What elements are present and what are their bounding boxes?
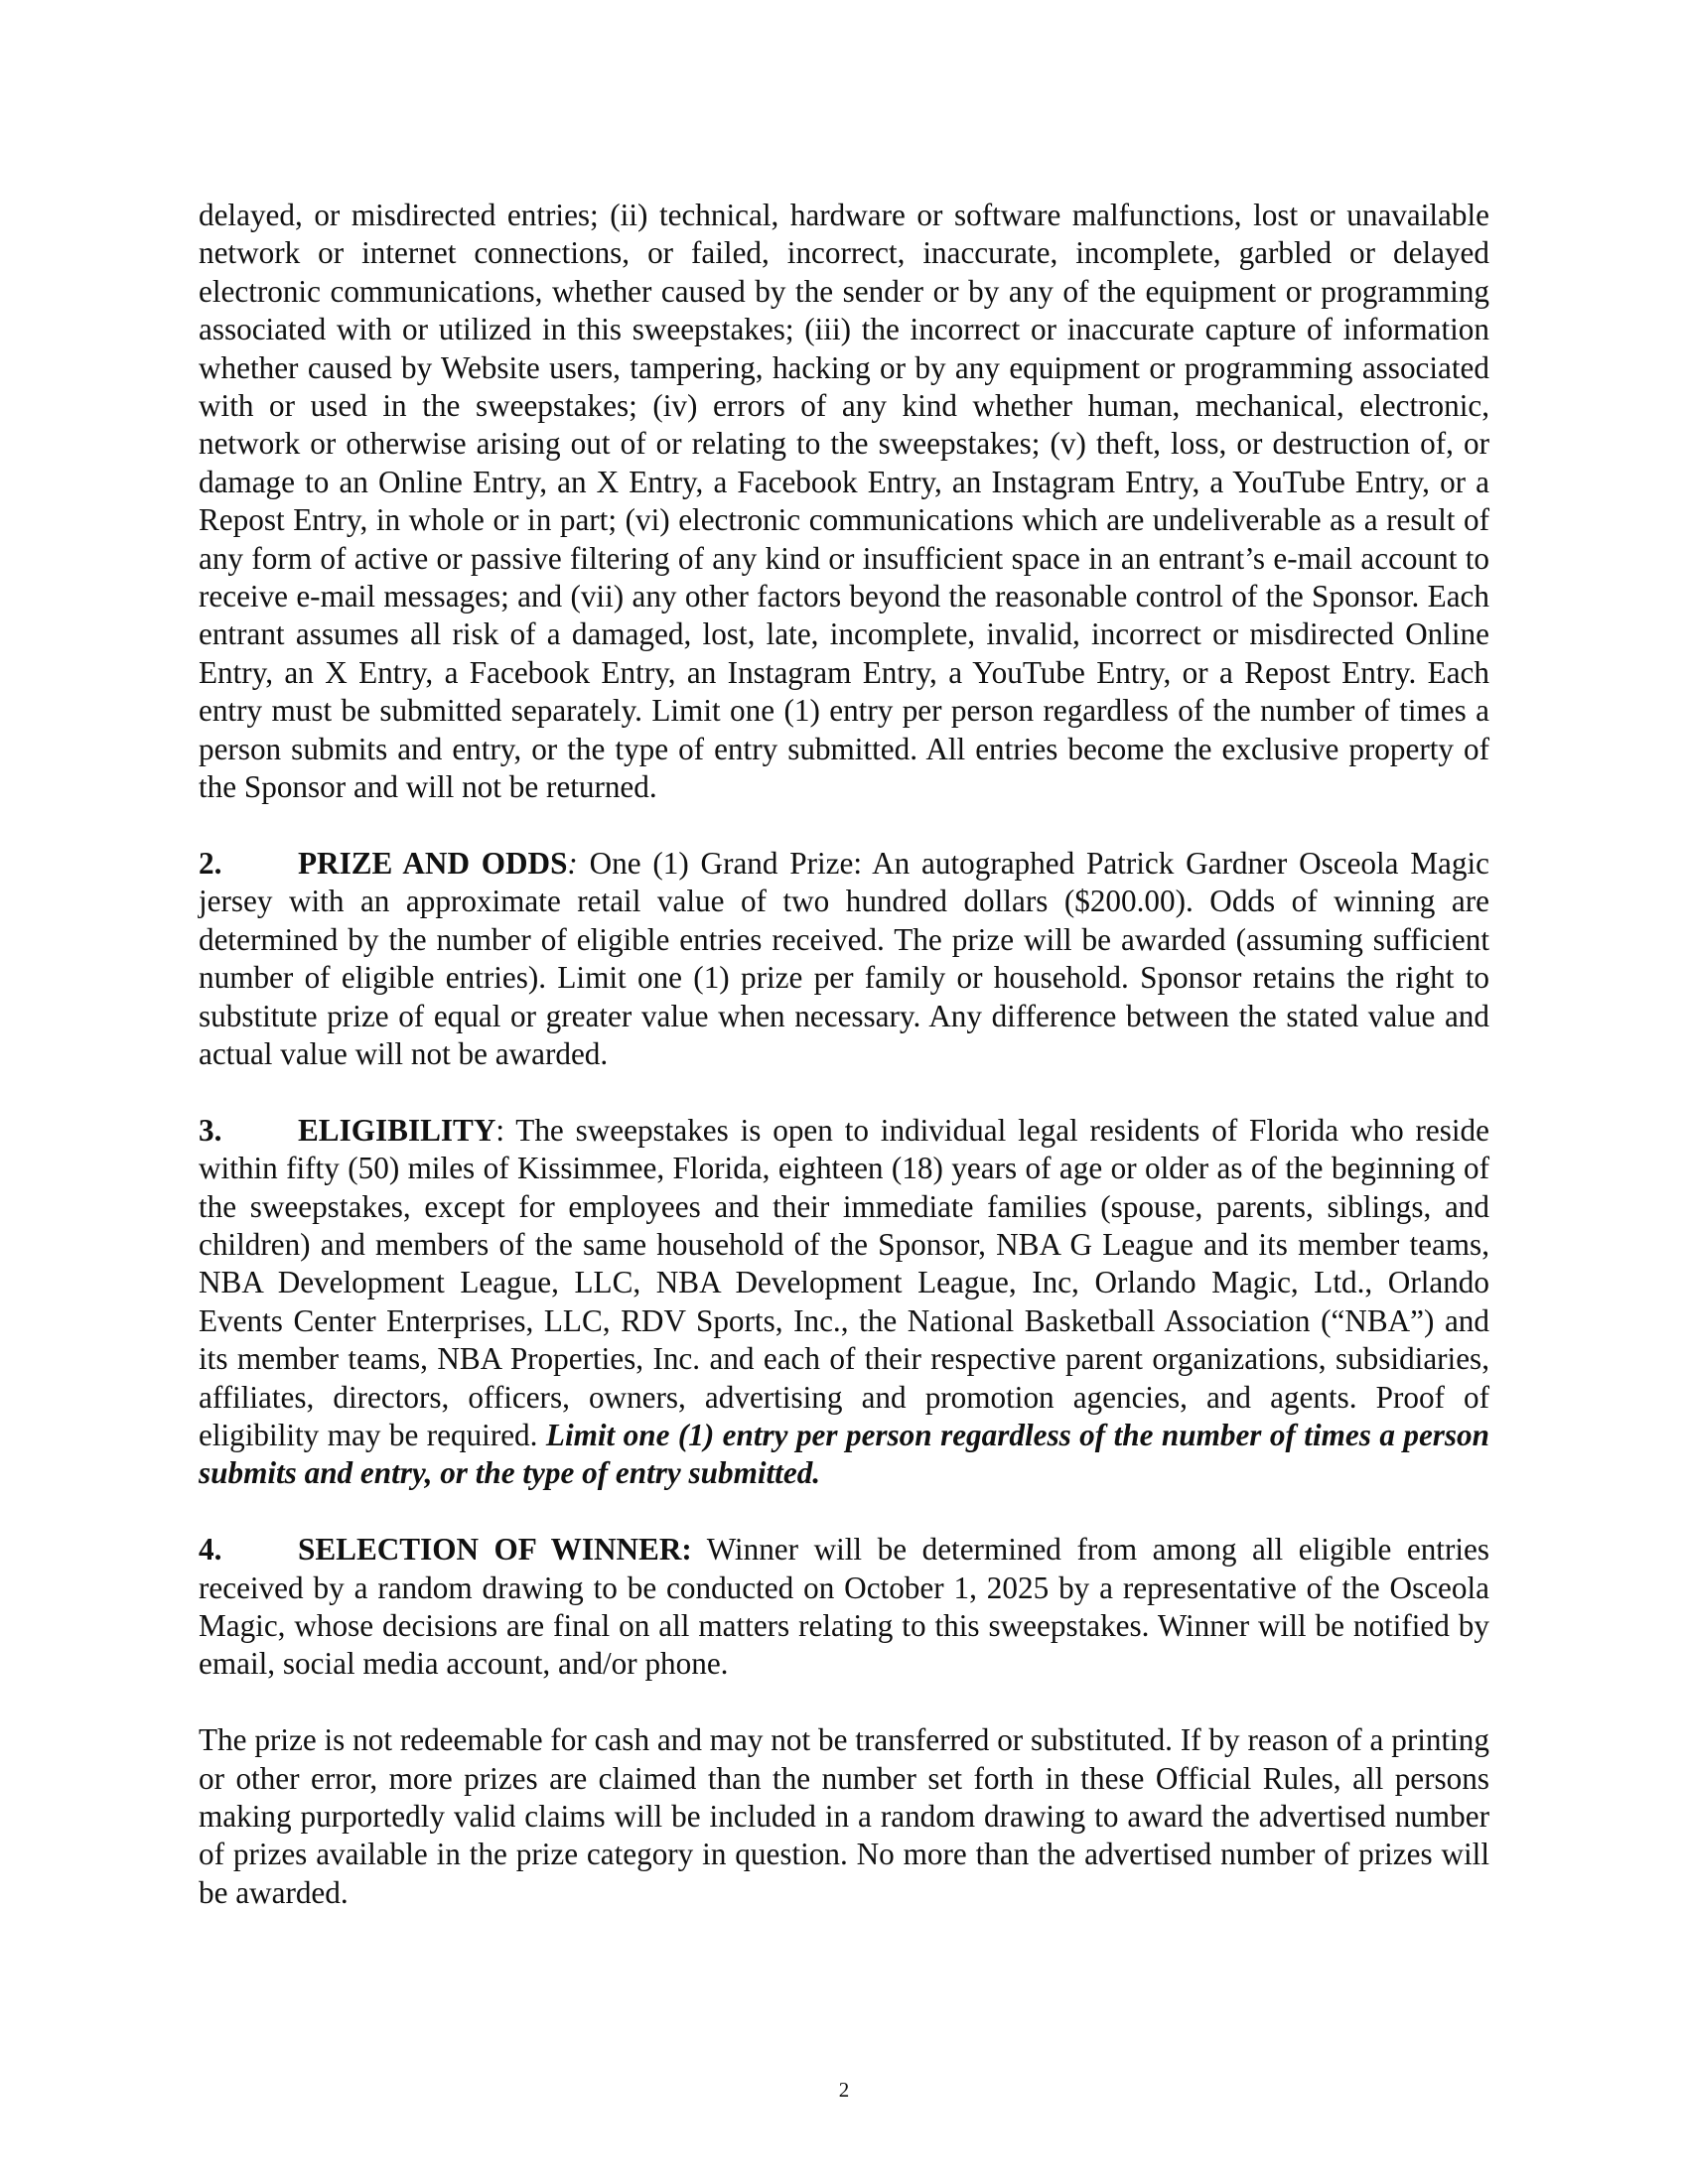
section-body: The sweepstakes is open to individual legal residents of Florida who reside within fifty (50) miles of Kissimmee, Florida, eighteen (18) years of age or older as of the beginning of the sweepstakes, except for employees and their immediate families (spouse, parents, siblings, and children) and members of the same household of the Sponsor, NBA G League and its member teams, NBA Development League, LLC, NBA Development League, Inc, Orlando Magic, Ltd., Orlando Events Center Enterprises, LLC, RDV Sports, Inc., the National Basketball Association (“NBA”) and its member teams, NBA Properties, Inc. and each of their respective parent organizations, subsidiaries, affiliates, directors, officers, owners, advertising and promotion agencies, and agents. Proof of eligibility may be required. (199, 1112, 1489, 1452)
section-body: Winner will be determined from among all eligible entries received by a random drawing to be conducted on October 1, 2025 by a representative of the Osceola Magic, whose decisions are final on all matters relating to this sweepstakes. Winner will be notified by email, social media account, and/or phone. (199, 1532, 1489, 1682)
closing-paragraph: The prize is not redeemable for cash and may not be transferred or substituted. If by reason of a printing or other error, more prizes are claimed than the number set forth in these Official Rules, all persons making purportedly valid claims will be included in a random drawing to award the advertised number of prizes available in the prize category in question. No more than the advertised number of prizes will be awarded. (199, 1722, 1489, 1910)
continuation-paragraph: delayed, or misdirected entries; (ii) technical, hardware or software malfunctions, lost or unavailable network or internet connections, or failed, incorrect, inaccurate, incomplete, garbled or delayed electronic communications, whether caused by the sender or by any of the equipment or programming associated with or utilized in this sweepstakes; (iii) the incorrect or inaccurate capture of information whether caused by Website users, tampering, hacking or by any equipment or programming associated with or used in the sweepstakes; (iv) errors of any kind whether human, mechanical, electronic, network or otherwise arising out of or relating to the sweepstakes; (v) theft, loss, or destruction of, or damage to an Online Entry, an X Entry, a Facebook Entry, an Instagram Entry, a YouTube Entry, or a Repost Entry, in whole or in part; (vi) electronic communications which are undeliverable as a result of any form of active or passive filtering of any kind or insufficient space in an entrant’s e-mail account to receive e-mail messages; and (vii) any other factors beyond the reasonable control of the Sponsor. Each entrant assumes all risk of a damaged, lost, late, incomplete, invalid, incorrect or misdirected Online Entry, an X Entry, a Facebook Entry, an Instagram Entry, a YouTube Entry, or a Repost Entry. Each entry must be submitted separately. Limit one (1) entry per person regardless of the number of times a person submits and entry, or the type of entry submitted. All entries become the exclusive property of the Sponsor and will not be returned. (199, 198, 1489, 805)
section-emphasis: Limit one (1) entry per person regardless of the number of times a person submits and entry, or the type of entry submitted. (199, 1417, 1490, 1491)
section-heading: PRIZE AND ODDS (298, 845, 568, 881)
document-page (199, 197, 1489, 1951)
section-number: 3. (199, 1112, 222, 1148)
section-selection-of-winner (199, 1531, 1489, 1684)
section-eligibility (199, 1112, 1489, 1493)
section-prize-and-odds (199, 845, 1489, 1073)
section-separator: : (495, 1112, 505, 1148)
page-number: 2 (838, 2078, 850, 2102)
section-number: 2. (199, 845, 222, 881)
section-body: One (1) Grand Prize: An autographed Patrick Gardner Osceola Magic jersey with an approximate retail value of two hundred dollars ($200.00). Odds of winning are determined by the number of eligible entries received. The prize will be awarded (assuming sufficient number of eligible entries). Limit one (1) prize per family or household. Sponsor retains the right to substitute prize of equal or greater value when necessary. Any difference between the stated value and actual value will not be awarded. (199, 845, 1490, 1071)
section-separator: : (567, 845, 578, 881)
section-heading: ELIGIBILITY (298, 1112, 496, 1148)
section-number: 4. (199, 1532, 222, 1568)
section-heading: SELECTION OF WINNER: (298, 1532, 692, 1568)
